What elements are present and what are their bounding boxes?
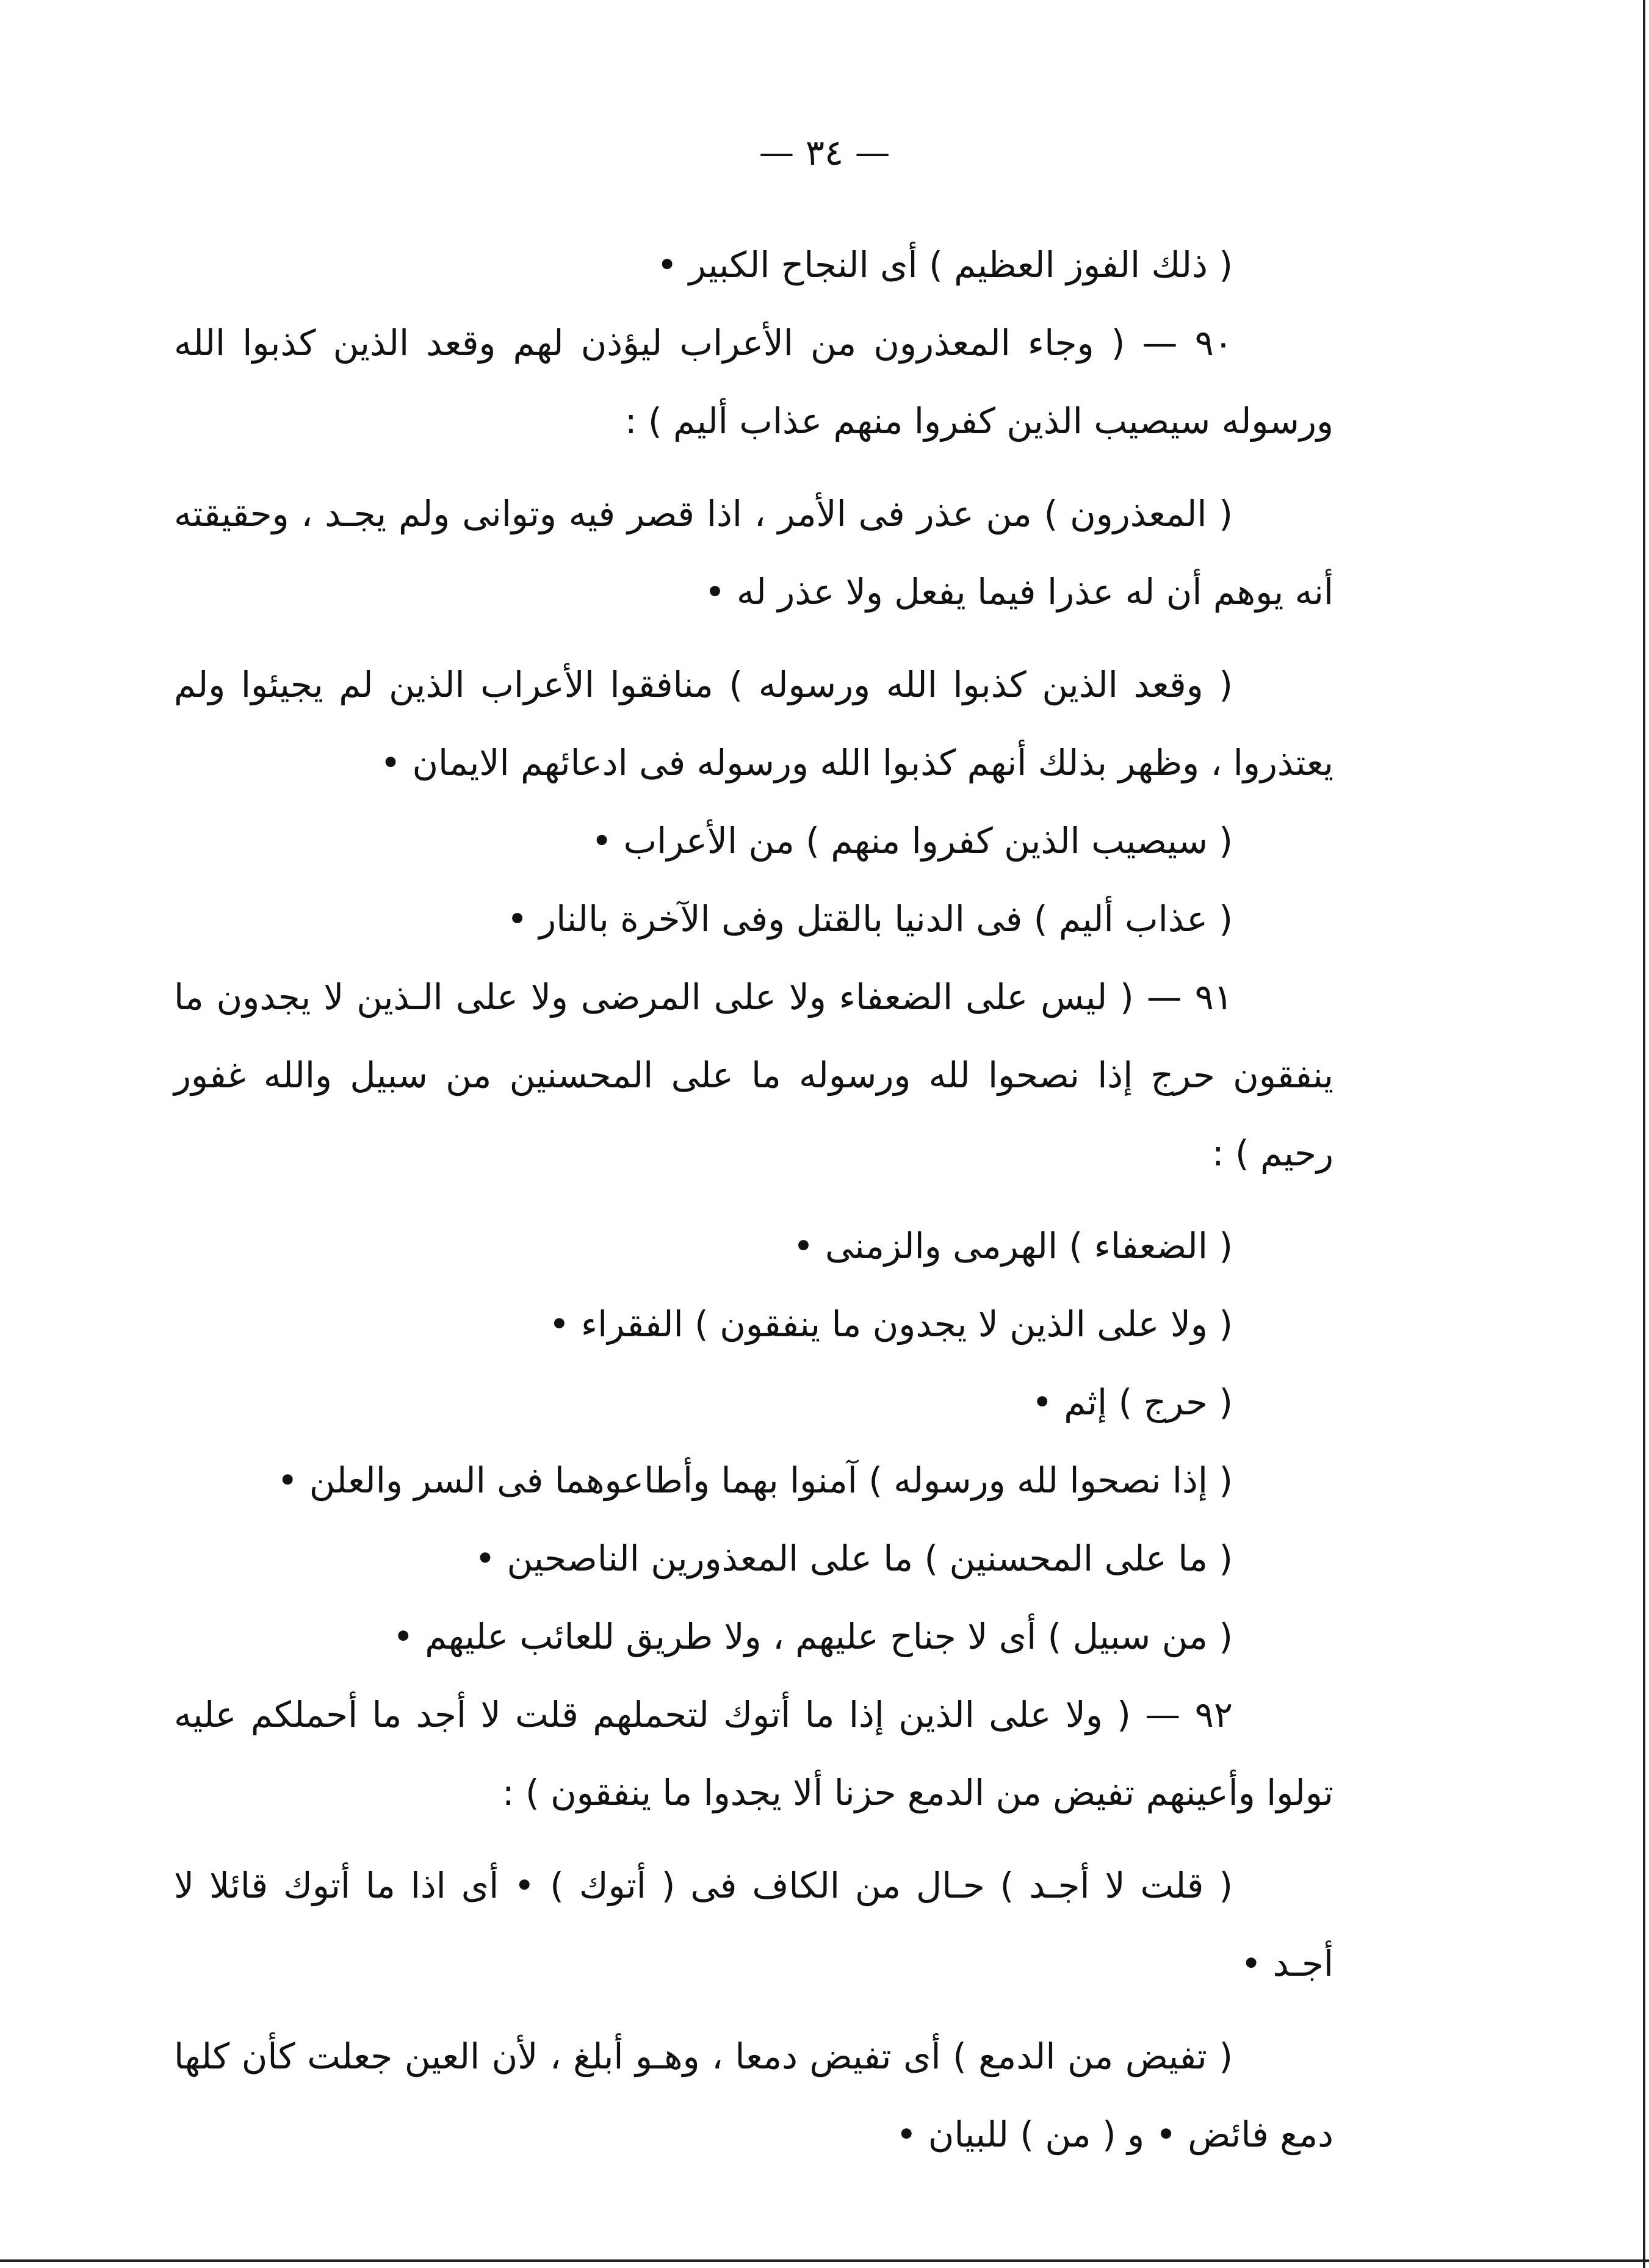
paragraph-11: ( إذا نصحوا لله ورسوله ) آمنوا بهما وأطاعوهما فى السر والعلن •: [277, 1460, 1233, 1501]
page-number: — ٣٤ —: [759, 132, 890, 173]
paragraph-3: ( المعذرون ) من عذر فى الأمر ، اذا قصر فيه وتوانى ولم يجـد ، وحقيقته أنه يوهم أن له عذرا فيما يفعل ولا عذر له •: [174, 493, 1333, 613]
paragraph-2: ٩٠ — ( وجاء المعذرون من الأعراب ليؤذن لهم وقعد الذين كذبوا الله ورسوله سيصيب الذين كفروا منهم عذاب أليم ) :: [174, 322, 1333, 442]
paragraph-12: ( ما على المحسنين ) ما على المعذورين الناصحين •: [474, 1538, 1233, 1579]
body-text: [174, 226, 1333, 2173]
paragraph-14: ٩٢ — ( ولا على الذين إذا ما أتوك لتحملهم قلت لا أجد ما أحملكم عليه تولوا وأعينهم تفيض من الدمع حزنا ألا يجدوا ما ينفقون ) :: [174, 1694, 1333, 1813]
page-right-border: [1643, 0, 1645, 2268]
page-bottom-border: [0, 2259, 1649, 2262]
paragraph-10: ( حرج ) إثم •: [1031, 1381, 1233, 1423]
paragraph-7: ٩١ — ( ليس على الضعفاء ولا على المرضى ولا على الـذين لا يجدون ما ينفقون حرج إذا نصحوا لله ورسوله ما على المحسنين من سبيل والله غفور رحيم ) :: [174, 976, 1333, 1174]
paragraph-6: ( عذاب أليم ) فى الدنيا بالقتل وفى الآخرة بالنار •: [507, 898, 1233, 940]
paragraph-13: ( من سبيل ) أى لا جناح عليهم ، ولا طريق للعائب عليهم •: [392, 1616, 1233, 1657]
paragraph-8: ( الضعفاء ) الهرمى والزمنى •: [793, 1225, 1233, 1267]
paragraph-16: ( تفيض من الدمع ) أى تفيض دمعا ، وهـو أبلغ ، لأن العين جعلت كأن كلها دمع فائض • و ( من ) للبيان •: [174, 2036, 1333, 2155]
paragraph-9: ( ولا على الذين لا يجدون ما ينفقون ) الفقراء •: [549, 1303, 1233, 1345]
paragraph-4: ( وقعد الذين كذبوا الله ورسوله ) منافقوا الأعراب الذين لم يجيئوا ولم يعتذروا ، وظهر بذلك أنهم كذبوا الله ورسوله فى ادعائهم الايمان •: [174, 664, 1333, 783]
paragraph-5: ( سيصيب الذين كفروا منهم ) من الأعراب •: [591, 820, 1233, 862]
paragraph-1: ( ذلك الفوز العظيم ) أى النجاح الكبير •: [656, 244, 1233, 286]
paragraph-15: ( قلت لا أجـد ) حـال من الكاف فى ( أتوك ) • أى اذا ما أتوك قائلا لا أجـد •: [174, 1865, 1333, 1984]
